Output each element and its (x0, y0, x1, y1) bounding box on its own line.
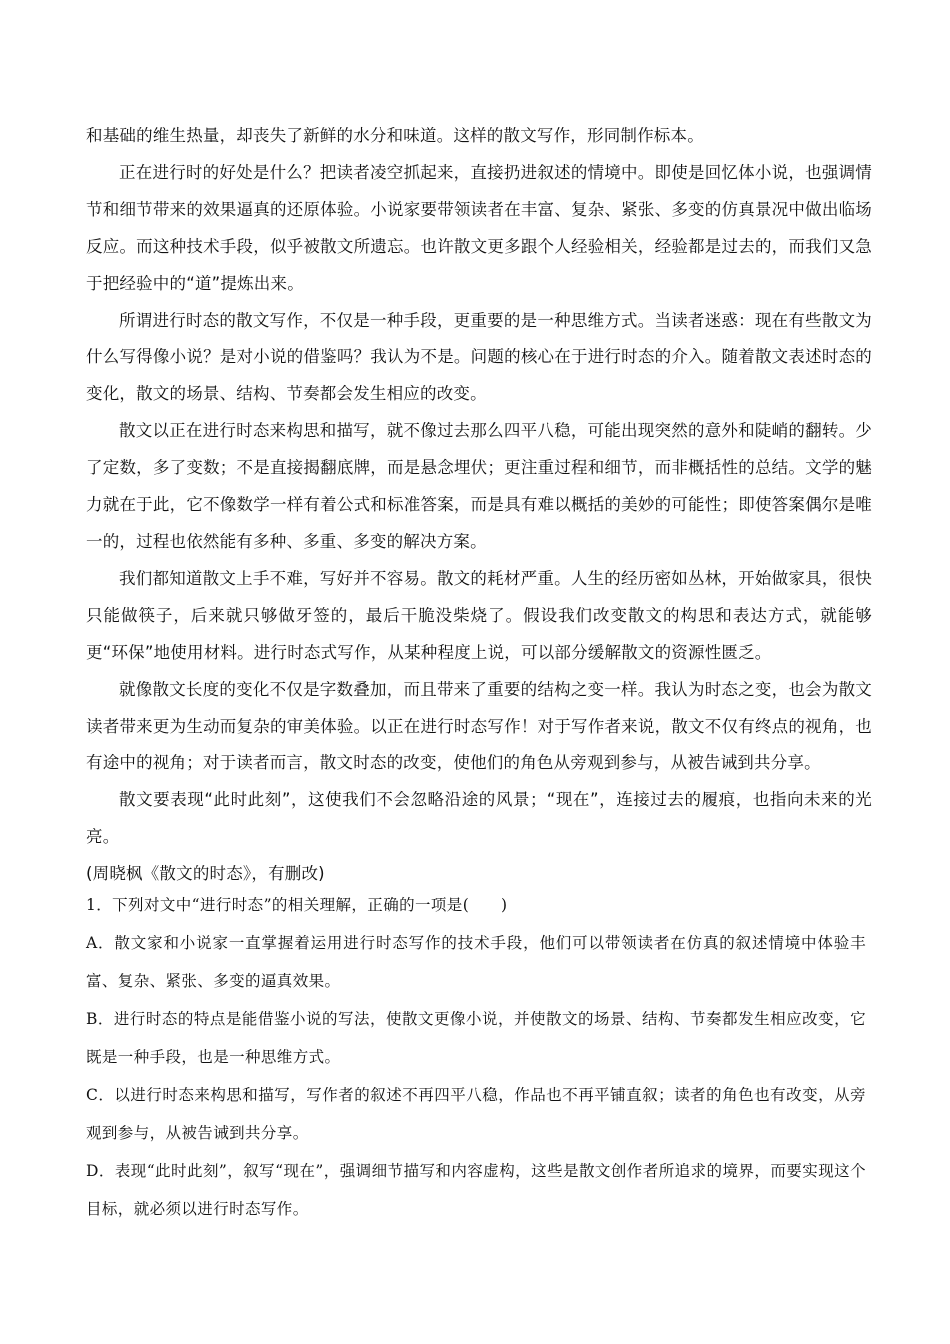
article-paragraph-6: 就像散文长度的变化不仅是字数叠加，而且带来了重要的结构之变一样。我认为时态之变，也会为散文读者带来更为生动而复杂的审美体验。以正在进行时态写作！对于写作者来说，散文不仅有终点的视角，也有途中的视角；对于读者而言，散文时态的改变，使他们的角色从旁观到参与，从被告诫到共分享。 (86, 679, 872, 773)
article-paragraph-1: 和基础的维生热量，却丧失了新鲜的水分和味道。这样的散文写作，形同制作标本。 (86, 126, 704, 145)
article-paragraph-4: 散文以正在进行时态来构思和描写，就不像过去那么四平八稳，可能出现突然的意外和陡峭的翻转。少了定数，多了变数；不是直接揭翻底牌，而是悬念埋伏；更注重过程和细节，而非概括性的总结。文学的魅力就在于此，它不像数学一样有着公式和标准答案，而是具有难以概括的美妙的可能性；即使答案偶尔是唯一的，过程也依然能有多种、多重、多变的解决方案。 (86, 421, 872, 551)
article-body (86, 118, 872, 893)
option-a: A．散文家和小说家一直掌握着运用进行时态写作的技术手段，他们可以带领读者在仿真的叙述情境中体验丰富、复杂、紧张、多变的逼真效果。 (86, 934, 866, 990)
option-b: B．进行时态的特点是能借鉴小说的写法，使散文更像小说，并使散文的场景、结构、节奏都发生相应改变，它既是一种手段，也是一种思维方式。 (86, 1010, 866, 1066)
article-source: (周晓枫《散文的时态》，有删改) (86, 864, 325, 884)
article-paragraph-2: 正在进行时的好处是什么？把读者凌空抓起来，直接扔进叙述的情境中。即使是回忆体小说，也强调情节和细节带来的效果逼真的还原体验。小说家要带领读者在丰富、复杂、紧张、多变的仿真景况中做出临场反应。而这种技术手段，似乎被散文所遗忘。也许散文更多跟个人经验相关，经验都是过去的，而我们又急于把经验中的“道”提炼出来。 (86, 162, 872, 293)
question-1 (86, 886, 866, 1228)
article-paragraph-7: 散文要表现“此时此刻”，这使我们不会忽略沿途的风景；“现在”，连接过去的履痕，也指向未来的光亮。 (86, 790, 872, 847)
option-d: D．表现“此时此刻”，叙写“现在”，强调细节描写和内容虚构，这些是散文创作者所追求的境界，而要实现这个目标，就必须以进行时态写作。 (86, 1162, 866, 1218)
question-stem: 1．下列对文中“进行时态”的相关理解，正确的一项是( ) (86, 896, 508, 914)
article-paragraph-5: 我们都知道散文上手不难，写好并不容易。散文的耗材严重。人生的经历密如丛林，开始做家具，很快只能做筷子，后来就只够做牙签的，最后干脆没柴烧了。假设我们改变散文的构思和表达方式，就能够更“环保”地使用材料。进行时态式写作，从某种程度上说，可以部分缓解散文的资源性匮乏。 (86, 568, 872, 662)
option-c: C．以进行时态来构思和描写，写作者的叙述不再四平八稳，作品也不再平铺直叙；读者的角色也有改变，从旁观到参与，从被告诫到共分享。 (86, 1086, 866, 1142)
article-paragraph-3: 所谓进行时态的散文写作，不仅是一种手段，更重要的是一种思维方式。当读者迷惑：现在有些散文为什么写得像小说？是对小说的借鉴吗？我认为不是。问题的核心在于进行时态的介入。随着散文表述时态的变化，散文的场景、结构、节奏都会发生相应的改变。 (86, 310, 872, 404)
